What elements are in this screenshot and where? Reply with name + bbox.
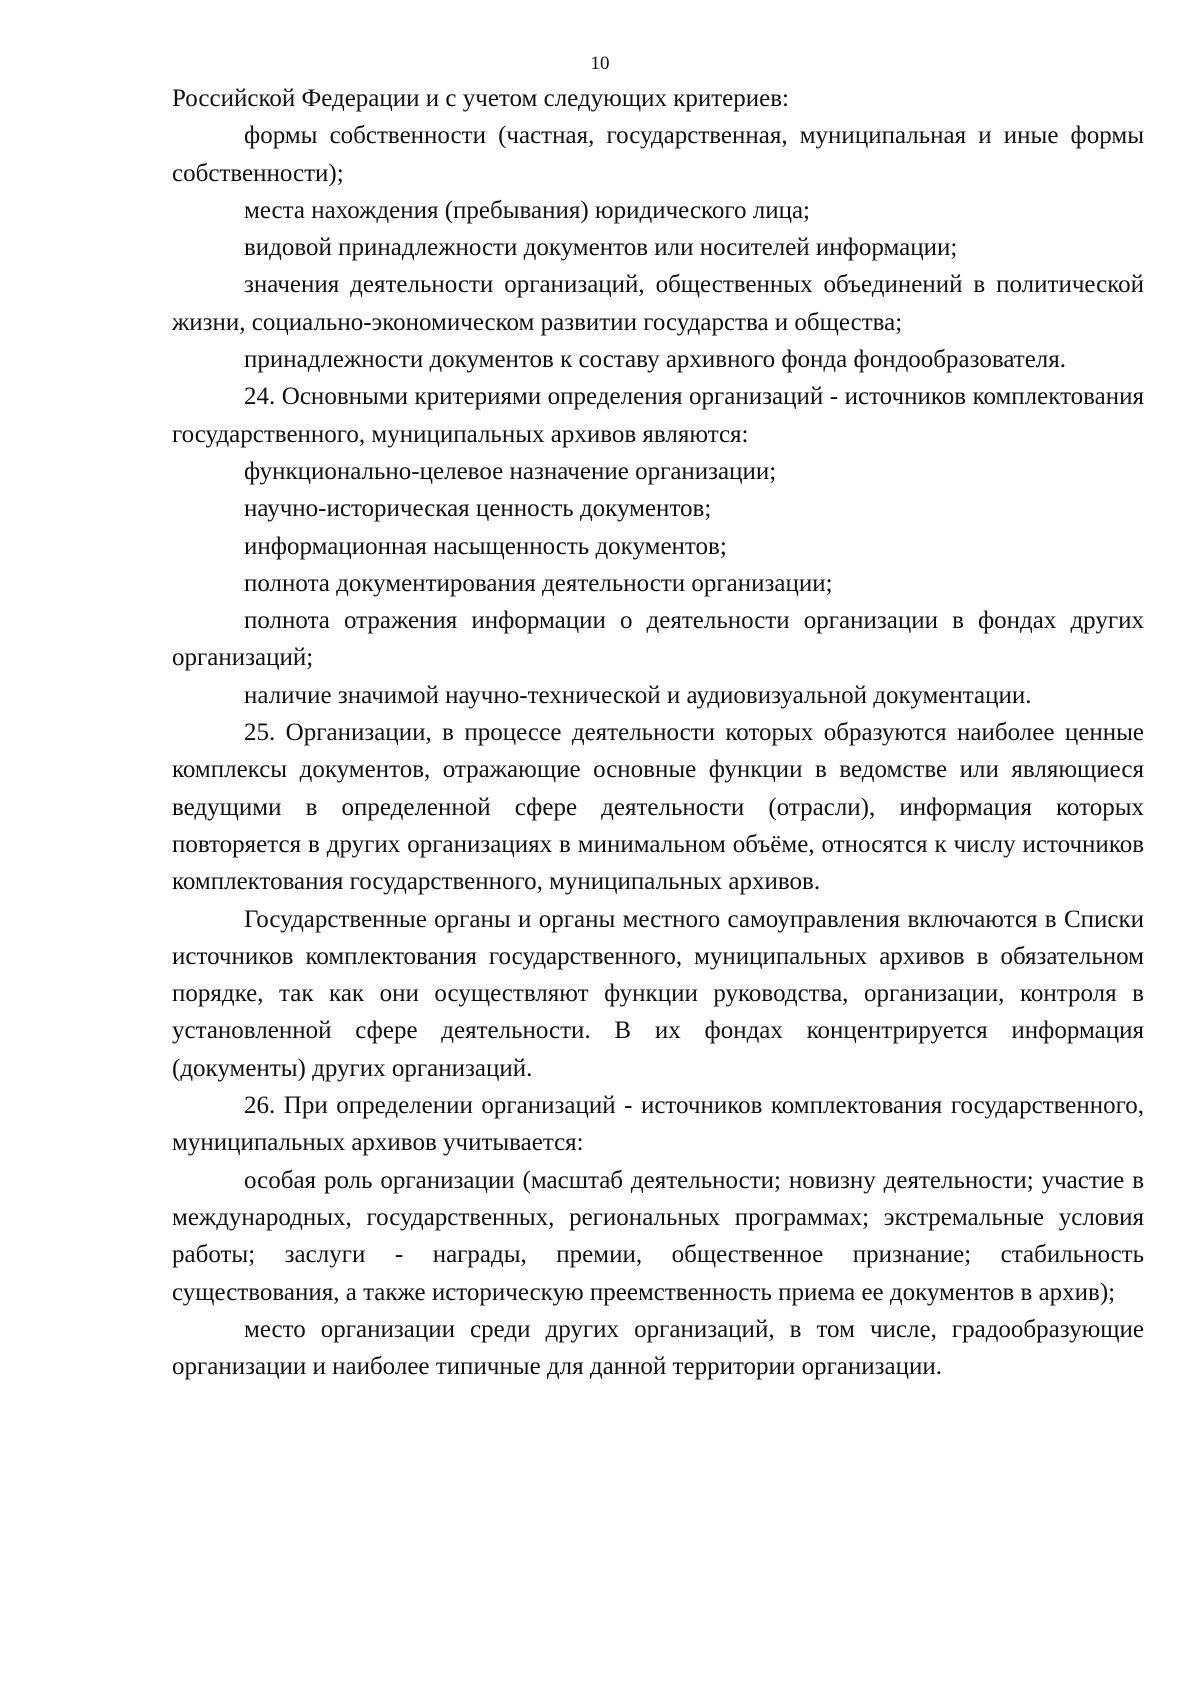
paragraph: функционально-целевое назначение организации;: [244, 457, 777, 485]
paragraph: Российской Федерации и с учетом следующих критериев:: [172, 85, 789, 112]
paragraph: места нахождения (пребывания) юридического лица;: [244, 196, 811, 224]
paragraph: полнота отражения информации о деятельности организации в фондах других организаций;: [172, 607, 1144, 672]
paragraph: место организации среди других организаций, в том числе, градообразующие организации и наиболее типичные для данной территории организации.: [172, 1315, 1144, 1381]
paragraph: Государственные органы и органы местного самоуправления включаются в Списки источников комплектования государственного, муниципальных архивов в обязательном порядке, так как они осуществляют функции руководства, организации, контроля в установленной сфере деятельности. В их фондах концентрируется информация (документы) других организаций.: [172, 905, 1144, 1082]
paragraph: особая роль организации (масштаб деятельности; новизну деятельности; участие в международных, государственных, региональных программах; экстремальные условия работы; заслуги - награды, премии, общественное признание; стабильность существования, а также историческую преемственность приема ее документов в архив);: [172, 1166, 1144, 1306]
paragraph: 25. Организации, в процессе деятельности которых образуются наиболее ценные комплексы документов, отражающие основные функции в ведомстве или являющиеся ведущими в определенной сфере деятельности (отрасли), информация которых повторяется в других организациях в минимальном объёме, относятся к числу источников комплектования государственного, муниципальных архивов.: [172, 719, 1144, 896]
document-body: [172, 80, 1144, 1385]
paragraph: 26. При определении организаций - источников комплектования государственного, муниципальных архивов учитывается:: [172, 1092, 1144, 1157]
paragraph: принадлежности документов к составу архивного фонда фондообразователя.: [244, 346, 1067, 374]
page-number: 10: [590, 53, 610, 74]
paragraph: значения деятельности организаций, общественных объединений в политической жизни, социально-экономическом развитии государства и общества;: [172, 271, 1144, 336]
paragraph: видовой принадлежности документов или носителей информации;: [244, 234, 958, 262]
paragraph: научно-историческая ценность документов;: [244, 495, 712, 523]
paragraph: наличие значимой научно-технической и аудиовизуальной документации.: [244, 681, 1032, 709]
paragraph: формы собственности (частная, государственная, муниципальная и иные формы собственности);: [172, 122, 1144, 187]
paragraph: 24. Основными критериями определения организаций - источников комплектования государственного, муниципальных архивов являются:: [172, 383, 1144, 448]
paragraph: информационная насыщенность документов;: [244, 532, 727, 560]
paragraph: полнота документирования деятельности организации;: [244, 569, 833, 597]
